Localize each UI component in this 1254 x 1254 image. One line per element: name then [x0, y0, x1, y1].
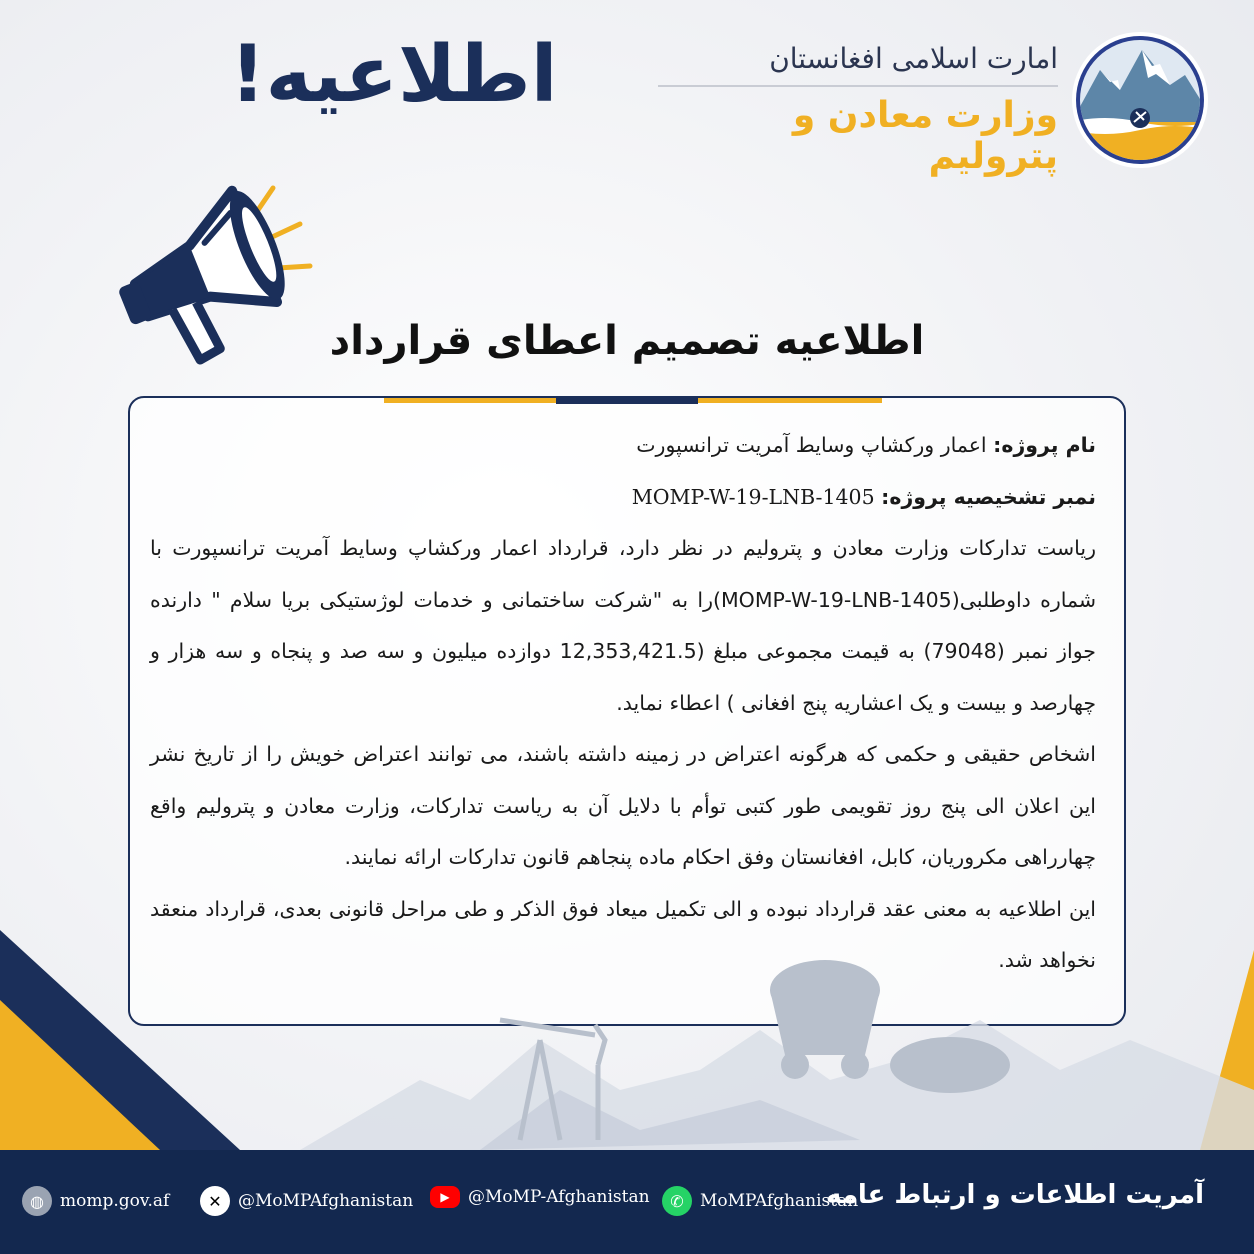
- title-underline-left: [384, 398, 556, 403]
- footer-title: آمریت اطلاعات و ارتباط عامه: [825, 1180, 1204, 1210]
- whatsapp-handle: MoMPAfghanistan: [700, 1191, 859, 1211]
- globe-icon: ◍: [22, 1186, 52, 1216]
- whatsapp-icon: ✆: [662, 1186, 692, 1216]
- org-name-line2: وزارت معادن و پترولیم: [792, 95, 1058, 177]
- whatsapp-link[interactable]: [662, 1186, 858, 1216]
- project-id-label: نمبر تشخیصیه پروژه:: [881, 484, 1096, 509]
- title-underline-right: [698, 398, 882, 403]
- paragraph-award: ریاست تدارکات وزارت معادن و پترولیم در نظر دارد، قرارداد اعمار ورکشاپ وسایط آمریت ترانسپورت با شماره داوطلبی(MOMP-W-19-LNB-1405)را به "شرکت ساختمانی و خدمات لوژستیکی بریا سلام " دارنده جواز نمبر (79048) به قیمت مجموعی مبلغ (12,353,421.5 دوازده میلیون و سه صد و پنجاه و سه هزار و چهارصد و بیست و یک اعشاریه پنج افغانی ) اعطاء نماید.: [150, 536, 1096, 715]
- x-link[interactable]: [200, 1186, 413, 1216]
- project-name-value: اعمار ورکشاپ وسایط آمریت ترانسپورت: [636, 433, 994, 457]
- youtube-icon: ▶: [430, 1186, 460, 1208]
- headline: اطلاعیه!: [230, 30, 558, 120]
- paragraph-objection: اشخاص حقیقی و حکمی که هرگونه اعتراض در زمینه داشته باشند، می توانند اعتراض خویش را از تاریخ نشر این اعلان الی پنج روز تقویمی طور کتبی توأم با دلایل آن به ریاست تدارکات، وزارت معادن و پترولیم واقع چهارراهی مکروریان، کابل، افغانستان وفق احکام ماده پنجاهم قانون تدارکات ارائه نمایند.: [150, 742, 1096, 869]
- youtube-handle: @MoMP-Afghanistan: [468, 1187, 650, 1207]
- project-name-label: نام پروژه:: [993, 433, 1096, 457]
- website-url: momp.gov.af: [60, 1191, 170, 1211]
- ministry-logo: [1070, 30, 1210, 170]
- project-name-line: [150, 420, 1096, 472]
- website-link[interactable]: [22, 1186, 169, 1216]
- organization-block: [658, 42, 1058, 177]
- org-divider: [658, 85, 1058, 87]
- paragraph-disclaimer: این اطلاعیه به معنی عقد قرارداد نبوده و الی تکمیل میعاد فوق الذکر و طی مراحل قانونی بعدی، قرارداد منعقد نخواهد شد.: [150, 896, 1096, 972]
- org-name-line1: امارت اسلامی افغانستان: [769, 42, 1058, 75]
- x-handle: @MoMPAfghanistan: [238, 1191, 414, 1211]
- announcement-content: [150, 420, 1096, 987]
- title-underline-center: [556, 396, 698, 404]
- x-icon: ✕: [200, 1186, 230, 1216]
- decorative-landscape: [0, 930, 1254, 1150]
- project-id-line: [150, 472, 1096, 524]
- project-id-value: MOMP-W-19-LNB-1405: [631, 484, 875, 509]
- youtube-link[interactable]: [430, 1186, 650, 1208]
- page-title: اطلاعیه تصمیم اعطای قرارداد: [329, 318, 925, 364]
